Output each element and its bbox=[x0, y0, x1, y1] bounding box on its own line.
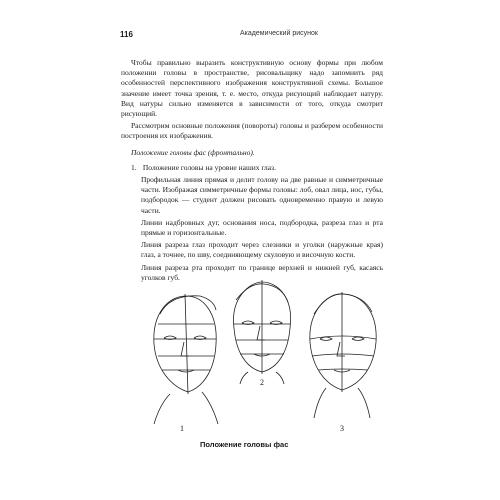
figure-label-3: 3 bbox=[340, 424, 344, 433]
head-drawing-2 bbox=[233, 280, 290, 384]
running-title: Академический рисунок bbox=[240, 30, 318, 37]
page-header bbox=[0, 30, 500, 46]
sub-paragraph: Линия разреза глаз проходит через слезники и уголки (наружные края) глаз, а точнее, по шву, соединяющему скуловую и височную кости. bbox=[141, 240, 383, 260]
head-drawings-figure bbox=[140, 284, 380, 434]
paragraph: Рассмотрим основные положения (повороты) головы и разберем особенности построения их изображения. bbox=[121, 121, 383, 141]
sub-paragraph: Профильная линия прямая и делит голову на две равные и симметричные части. Изображая симметричные формы головы: лоб, овал лица, нос, губы, подбородок — студент должен рисовать одновременно правую и левую части. bbox=[141, 175, 383, 215]
page-number: 116 bbox=[120, 30, 133, 39]
paragraph: Чтобы правильно выразить конструктивную основу формы при любом положении головы в пространстве, рисовальщику надо запомнить ряд особенностей перспективного изображения конструктивной схемы. Большое значение имеет точка зрения, т. е. место, откуда рисующий наблюдает натуру. Вид натуры сильно изменяется в зависимости от того, откуда смотрит рисующий. bbox=[121, 58, 383, 119]
figure-label-1: 1 bbox=[180, 424, 184, 433]
list-item-title: Положение головы на уровне наших глаз. bbox=[142, 162, 276, 172]
head-drawing-1 bbox=[154, 294, 218, 424]
figure-label-2: 2 bbox=[260, 378, 264, 387]
body-text bbox=[121, 58, 383, 285]
subheading: Положение головы фас (фронтально). bbox=[131, 147, 255, 157]
figure-caption: Положение головы фас bbox=[200, 440, 289, 449]
head-drawings bbox=[140, 284, 380, 434]
list-item bbox=[131, 163, 383, 173]
sub-paragraph: Линия разреза рта проходит по границе верхней и нижней губ, касаясь уголков губ. bbox=[141, 262, 383, 282]
head-drawing-3 bbox=[310, 292, 376, 418]
list-number: 1. bbox=[131, 162, 137, 172]
sub-paragraph: Линии надбровных дуг, основания носа, подбородка, разреза глаз и рта прямые и горизонтальные. bbox=[141, 217, 383, 238]
